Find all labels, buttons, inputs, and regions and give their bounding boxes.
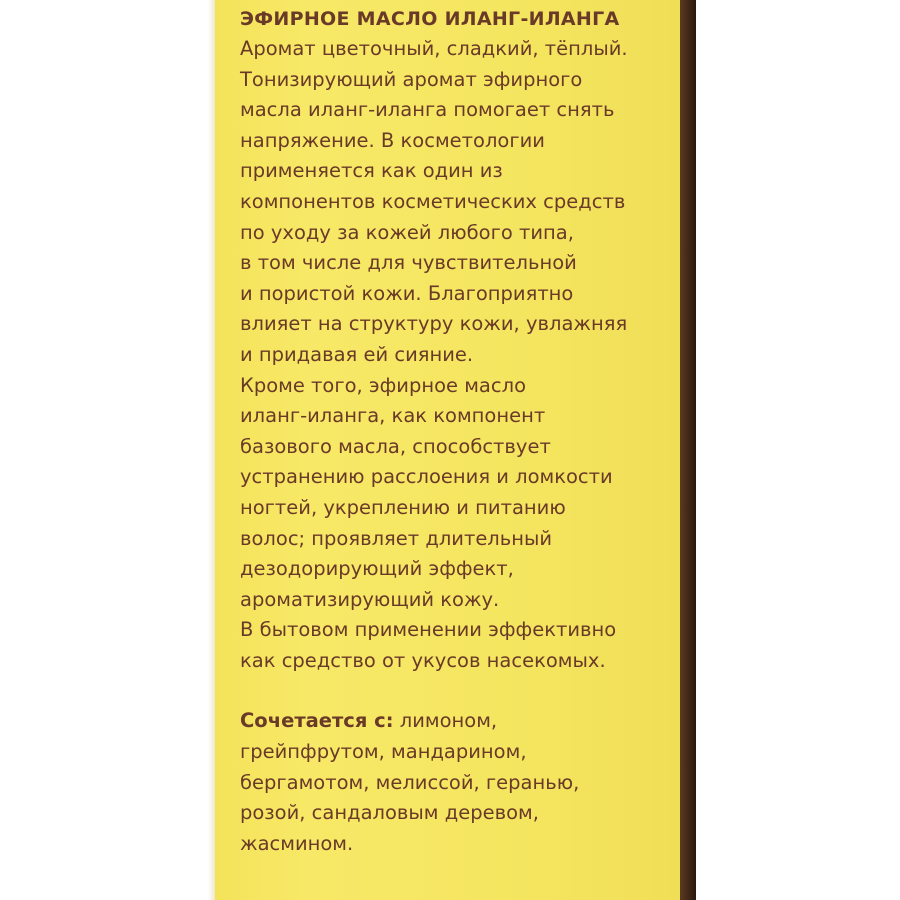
combines-line: розой, сандаловым деревом,: [240, 801, 539, 825]
description-line: и придавая ей сияние.: [240, 342, 474, 366]
product-title: ЭФИРНОЕ МАСЛО ИЛАНГ-ИЛАНГА: [240, 8, 620, 30]
description-line: влияет на структуру кожи, увлажняя: [240, 312, 628, 336]
description-line: Аромат цветочный, сладкий, тёплый.: [240, 37, 628, 60]
description-line: устранению расслоения и ломкости: [240, 465, 613, 489]
combines-line: жасмином.: [240, 831, 354, 855]
combines-first-rest: лимоном,: [393, 709, 498, 733]
description-line: волос; проявляет длительный: [240, 526, 553, 550]
description-line: Тонизирующий аромат эфирного: [240, 67, 583, 91]
description-line: дезодорирующий эффект,: [240, 557, 514, 581]
description-line: и пористой кожи. Благоприятно: [240, 281, 574, 305]
combines-label: Сочетается с:: [240, 709, 394, 733]
paragraph-gap: [240, 676, 680, 706]
description-line: применяется как один из: [240, 159, 503, 183]
combines-line: [240, 706, 680, 737]
description-line: как средство от укусов насекомых.: [240, 648, 606, 672]
description-line: ногтей, укреплению и питанию: [240, 495, 566, 519]
description-line: по уходу за кожей любого типа,: [240, 220, 574, 244]
description-line: масла иланг-иланга помогает снять: [240, 98, 615, 122]
description-line: иланг-иланга, как компонент: [240, 404, 546, 428]
description-line: Кроме того, эфирное масло: [240, 373, 526, 397]
description-line: напряжение. В косметологии: [240, 128, 545, 152]
package-dark-edge: [680, 0, 696, 900]
description-line: базового масла, способствует: [240, 434, 551, 458]
description-line: компонентов косметических средств: [240, 189, 626, 213]
combines-line: грейпфрутом, мандарином,: [240, 740, 527, 764]
combines-line: бергамотом, мелиссой, геранью,: [240, 770, 580, 794]
description-line: ароматизирующий кожу.: [240, 587, 500, 611]
package-text-block: [240, 4, 680, 859]
description-line: В бытовом применении эффективно: [240, 618, 617, 642]
description-line: в том числе для чувствительной: [240, 251, 577, 275]
